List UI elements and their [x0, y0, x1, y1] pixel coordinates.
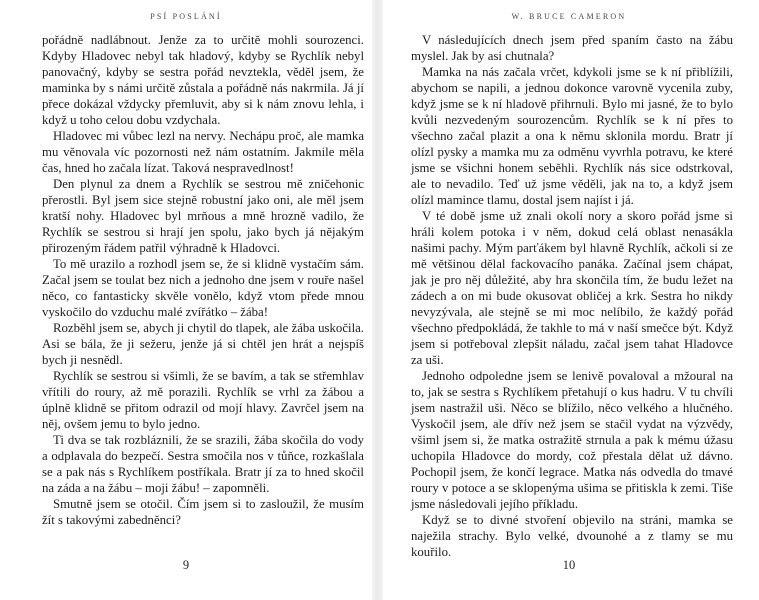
right-page [383, 0, 755, 600]
paragraph: To mě urazilo a rozhodl jsem se, že si klidně vystačím sám. Začal jsem se toulat bez nich a jednoho dne jsem v rouře našel něco, co fantasticky skvěle vonělo, když vtom přede mnou vyskočilo do vzduchu malé zvířátko – žába! [42, 257, 364, 319]
paragraph: Smutně jsem se otočil. Čím jsem si to zasloužil, že musím žít s takovými zabedněnci? [42, 497, 364, 527]
paragraph: Hladovec mi vůbec lezl na nervy. Nechápu proč, ale mamka mu věnovala víc pozornosti než nám ostatním. Jakmile měla čas, hned ho začala lízat. Taková nespravedlnost! [42, 129, 364, 175]
paragraph: Ti dva se tak rozbláznili, že se srazili, žába skočila do vody a odplavala do bezpečí. Sestra smočila nos v tůňce, rozkašlala se a pak nás s Rychlíkem postříkala. Bratr jí za to hned skočil na záda a na žábu – moji žábu! – zapomněli. [42, 433, 364, 495]
paragraph: Když se to divné stvoření objevilo na stráni, mamka se naježila strachy. Bylo velké, dvounohé a z tlamy se mu kouřilo. [411, 513, 733, 559]
paragraph: Mamka na nás začala vrčet, kdykoli jsme se k ní přiblížili, abychom se napili, a jednou dokonce varovně vycenila zuby, když jsme se k ní hladově přihrnuli. Bylo mi jasné, že to bylo kvůli nezvedeným sourozencům. Rychlík se k ní přes to všechno začal plazit a ona k němu sklonila mordu. Bratr jí olízl pysky a mamka mu za odměnu vyvrhla potravu, ke které jsme se všichni honem seběhli. Rychlík nás sice odstrkoval, ale to nevadilo. Teď už jsme věděli, jak na to, a když jsem olízl mamince tlamu, dostal jsem najíst i já. [411, 65, 733, 207]
running-head-right: W. BRUCE CAMERON [511, 12, 627, 21]
right-page-text [411, 32, 733, 560]
paragraph: V následujících dnech jsem před spaním často na žábu myslel. Jak by asi chutnala? [411, 33, 733, 63]
page-number-right: 10 [562, 558, 576, 572]
book-gutter [372, 0, 383, 600]
paragraph: Rychlík se sestrou si všimli, že se bavím, a tak se střemhlav vřítili do roury, až mě porazili. Rychlík se vrhl za žábou a úplně klidně se přitom odrazil od mojí hlavy. Zavrčel jsem na něj, ovšem jemu to bylo jedno. [42, 369, 364, 431]
paragraph: Rozběhl jsem se, abych ji chytil do tlapek, ale žába uskočila. Asi se bála, že ji sežeru, jenže já si chtěl jen hrát a nejspíš bych ji nesnědl. [42, 321, 364, 367]
page-number-left: 9 [182, 558, 190, 572]
paragraph: Jednoho odpoledne jsem se lenivě povaloval a mžoural na to, jak se sestra s Rychlíkem přetahují o kus hadru. V tu chvíli jsem nastražil uši. Něco se blížilo, něco velkého a hlučného. Vyskočil jsem, ale dřív než jsem se stačil vydat na výzvědy, všiml jsem si, že matka ostražitě strnula a pak k mému úžasu uchopila Hladovce do mordy, což přestala dělat už dávno. Pochopil jsem, že končí legrace. Matka nás odvedla do tmavé roury v potoce a se sklopenýma ušima se přitiskla k zemi. Tiše jsme následovali jejího příkladu. [411, 369, 733, 511]
left-page [0, 0, 372, 600]
paragraph: V té době jsme už znali okolí nory a skoro pořád jsme si hráli kolem potoka i v něm, dokud celá oblast nenasákla našimi pachy. Mým parťákem byl hlavně Rychlík, ačkoli si ze mě většinou dělal fackovacího panáka. Začínal jsem chápat, jak je pro něj důležité, aby hra skončila tím, že budu ležet na zádech a on mi bude okusovat obličej a krk. Sestra ho nikdy nevyzývala, ale stejně se mi moc nelíbilo, že každý pořád všechno předpokládá, že takhle to má v naší smečce být. Když jsem si potřeboval zlepšit náladu, začal jsem tahat Hladovce za uši. [411, 209, 733, 367]
running-head-left: PSÍ POSLÁNÍ [150, 12, 222, 21]
paragraph: pořádně nadlábnout. Jenže za to určitě mohli sourozenci. Kdyby Hladovec nebyl tak hladový, kdyby se Rychlík nebyl panovačný, kdyby se sestra pořád nevztekla, věděl jsem, že maminka by s námi určitě zůstala a pořádně nás nakrmila. Já jí přece dokázal vždycky přemluvit, aby si k nám znovu lehla, i když u toho celou dobu vzdychala. [42, 33, 364, 127]
left-page-text [42, 32, 364, 528]
paragraph: Den plynul za dnem a Rychlík se sestrou mě zničehonic přerostli. Byl jsem sice stejně robustní jako oni, ale měl jsem kratší nohy. Hladovec byl mrňous a mně hrozně vadilo, že Rychlík se sestrou si hrají jen spolu, jako bych já nějakým přirozeným řádem patřil výhradně k Hladovci. [42, 177, 364, 255]
